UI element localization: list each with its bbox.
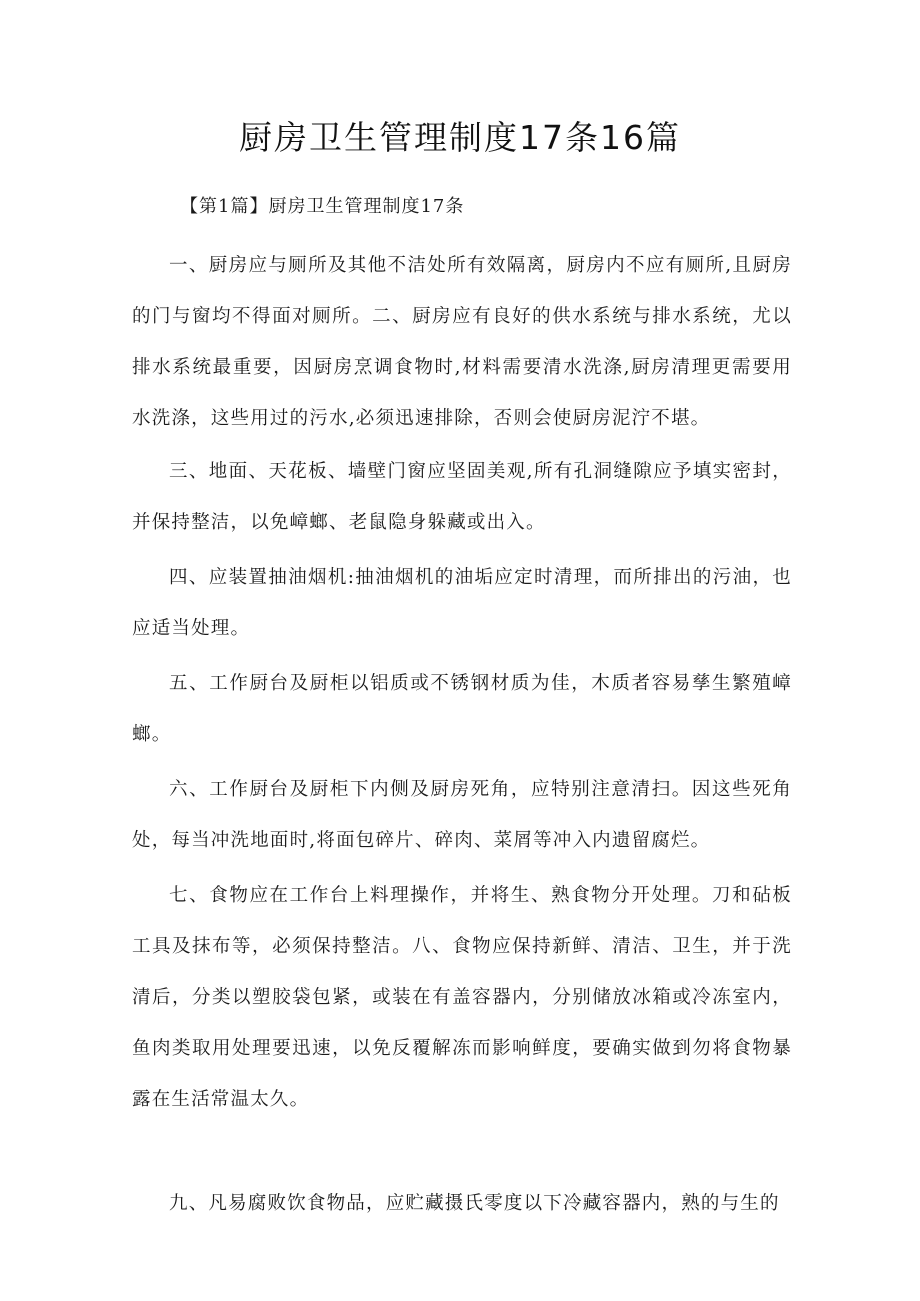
paragraph-4: 五、工作厨台及厨柜以铝质或不锈钢材质为佳，木质者容易孳生繁殖嶂螂。 xyxy=(132,673,792,745)
section-heading: 【第1篇】厨房卫生管理制度17条 xyxy=(180,196,465,217)
paragraph-6: 七、食物应在工作台上料理操作，并将生、熟食物分开处理。刀和砧板工具及抹布等，必须保持整洁。八、食物应保持新鲜、清洁、卫生，并于洗清后，分类以塑胶袋包紧，或装在有盖容器内，分别储放冰箱或冷冻室内，鱼肉类取用处理要迅速，以免反覆解冻而影响鲜度，要确实做到勿将食物暴露在生活常温太久。 xyxy=(132,885,792,1110)
paragraph-3: 四、应装置抽油烟机:抽油烟机的油垢应定时清理，而所排出的污油，也应适当处理。 xyxy=(132,567,792,639)
paragraph-2: 三、地面、天花板、墙壁门窗应坚固美观,所有孔洞缝隙应予填实密封，并保持整洁，以免嶂螂、老鼠隐身躲藏或出入。 xyxy=(132,461,792,533)
document-title: 厨房卫生管理制度17条16篇 xyxy=(239,118,681,157)
paragraph-7: 九、凡易腐败饮食物品，应贮藏摄氏零度以下冷藏容器内，熟的与生的 xyxy=(169,1193,780,1214)
paragraph-1: 一、厨房应与厕所及其他不洁处所有效隔离，厨房内不应有厕所,且厨房的门与窗均不得面对厕所。二、厨房应有良好的供水系统与排水系统，尤以排水系统最重要，因厨房烹调食物时,材料需要清水洗涤,厨房清理更需要用水洗涤，这些用过的污水,必须迅速排除，否则会使厨房泥泞不堪。 xyxy=(132,255,792,429)
paragraph-5: 六、工作厨台及厨柜下内侧及厨房死角，应特别注意清扫。因这些死角处，每当冲洗地面时,将面包碎片、碎肉、菜屑等冲入内遗留腐烂。 xyxy=(132,779,792,851)
